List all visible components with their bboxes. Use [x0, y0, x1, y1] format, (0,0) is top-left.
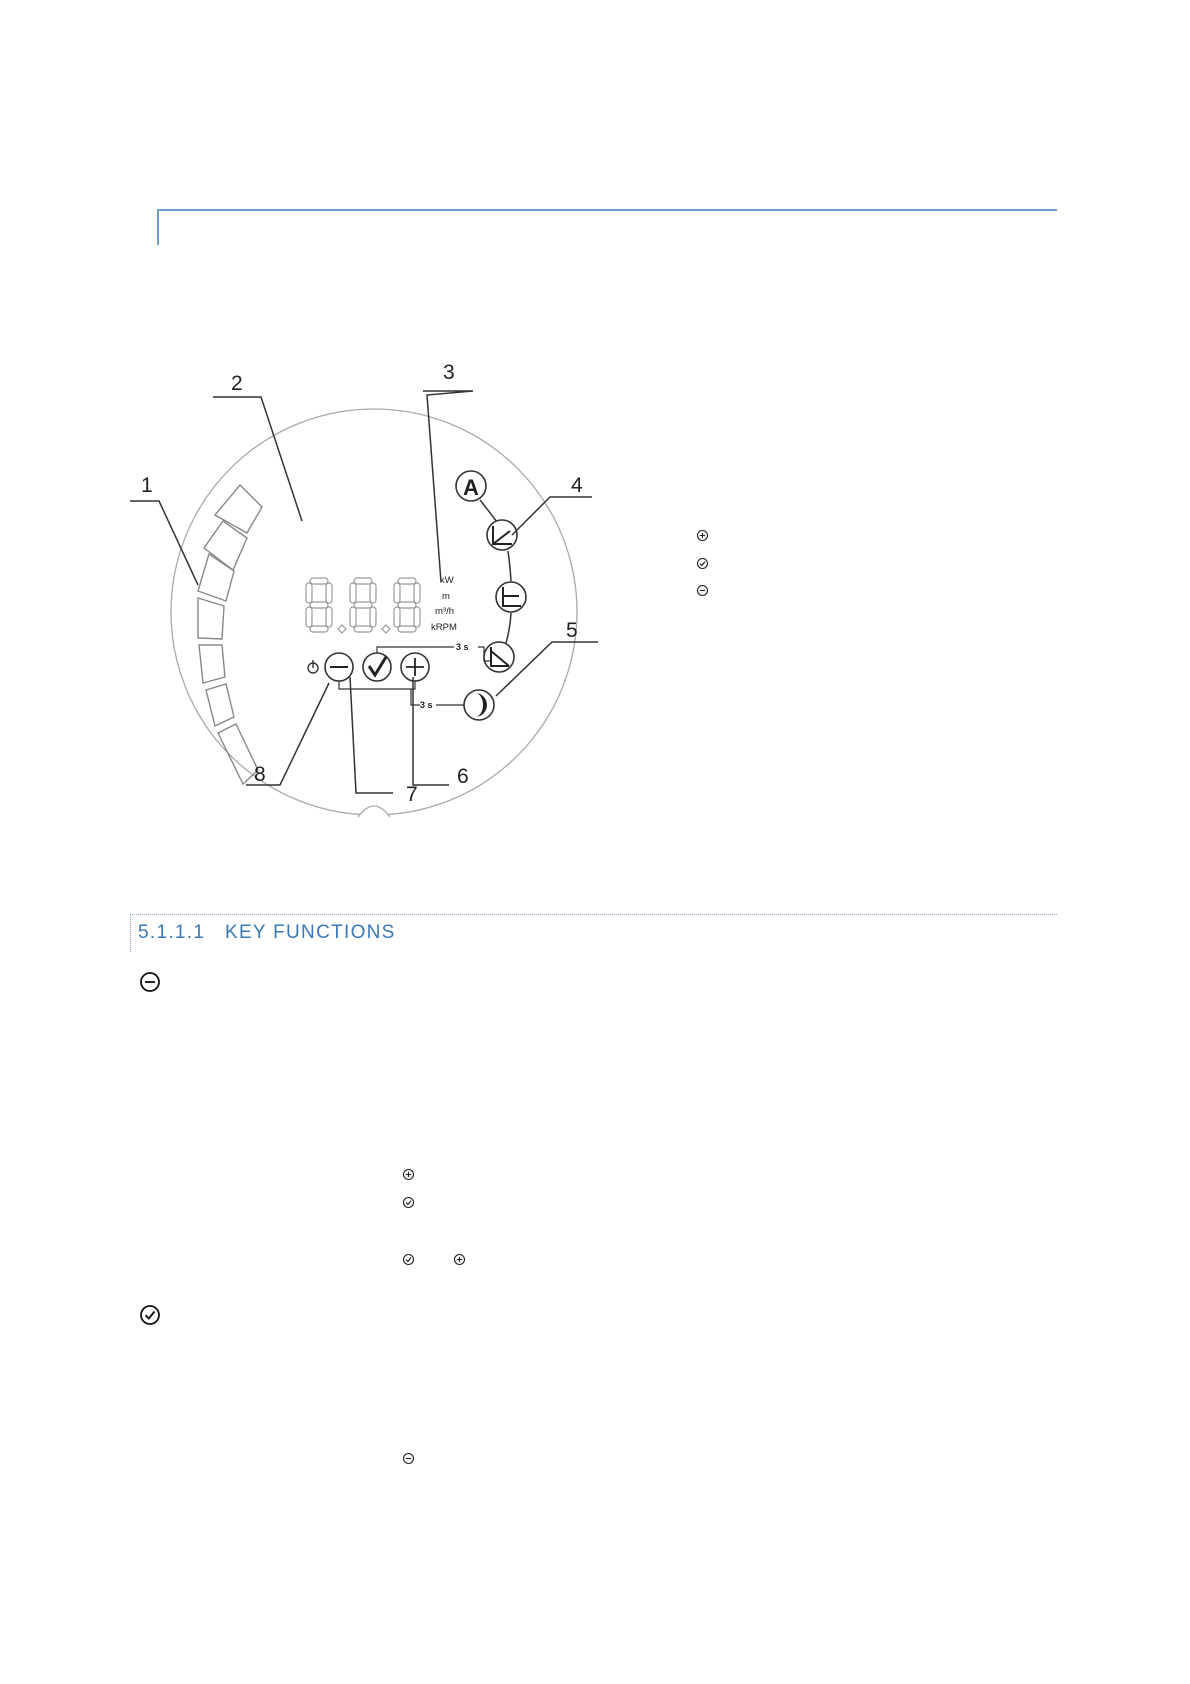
constant-pressure-icon	[496, 582, 526, 612]
plus-circle-icon	[402, 1168, 415, 1181]
callout-2: 2	[231, 372, 243, 395]
check-circle-icon	[402, 1196, 415, 1209]
hold-time-lower: 3 s	[420, 700, 433, 710]
check-circle-icon	[402, 1253, 415, 1266]
plus-key-icon[interactable]	[401, 653, 429, 681]
check-circle-icon	[696, 557, 709, 570]
leader-1	[130, 501, 198, 585]
decimal-point	[338, 625, 346, 633]
check-key-icon[interactable]	[363, 653, 391, 681]
check-circle-icon	[139, 1304, 161, 1326]
bargraph	[198, 485, 262, 784]
callout-1: 1	[141, 474, 153, 497]
seven-segment-display	[306, 578, 420, 633]
section-rule-tick	[130, 914, 131, 952]
bargraph-segment	[218, 724, 258, 784]
auto-mode-label: A	[463, 475, 479, 500]
header-rule-tick	[157, 209, 159, 245]
housing-notch	[358, 806, 390, 817]
callout-4: 4	[571, 474, 583, 497]
digit	[394, 578, 420, 632]
unit-m: m	[442, 591, 450, 602]
hold-time-upper: 3 s	[456, 642, 469, 652]
minus-circle-icon	[402, 1452, 415, 1465]
callout-6: 6	[457, 765, 469, 788]
minus-circle-icon	[696, 584, 709, 597]
decimal-point	[382, 625, 390, 633]
unit-kw: kW	[440, 575, 454, 586]
header-rule	[157, 209, 1057, 211]
power-icon	[308, 660, 318, 673]
bargraph-segment	[215, 485, 262, 533]
auto-mode-icon	[456, 471, 486, 501]
minus-key-icon[interactable]	[325, 653, 353, 681]
plus-circle-icon	[453, 1253, 466, 1266]
section-number: 5.1.1.1	[138, 922, 206, 943]
plus-circle-icon	[696, 529, 709, 542]
callout-8: 8	[254, 763, 266, 786]
digit	[306, 578, 332, 632]
bargraph-segment	[198, 598, 224, 639]
unit-krpm: kRPM	[431, 622, 457, 633]
bargraph-segment	[204, 521, 247, 570]
section-rule	[130, 914, 1057, 915]
control-panel-svg	[130, 361, 610, 860]
callout-3: 3	[443, 361, 455, 384]
leader-7	[350, 677, 393, 793]
minus-circle-icon	[139, 971, 161, 993]
section-title: KEY FUNCTIONS	[224, 922, 396, 943]
callout-7: 7	[406, 783, 418, 806]
section-heading	[138, 922, 396, 944]
bargraph-segment	[199, 645, 225, 683]
bargraph-segment	[198, 554, 234, 601]
bargraph-segment	[206, 684, 234, 726]
night-mode-icon	[464, 690, 494, 720]
digit	[350, 578, 376, 632]
control-panel-diagram	[130, 361, 610, 860]
callout-5: 5	[566, 619, 578, 642]
leader-6	[413, 677, 449, 785]
leader-4	[512, 497, 592, 535]
housing-outline	[171, 409, 577, 815]
unit-m3h: m³/h	[435, 606, 454, 617]
constant-curve-icon	[484, 642, 514, 672]
